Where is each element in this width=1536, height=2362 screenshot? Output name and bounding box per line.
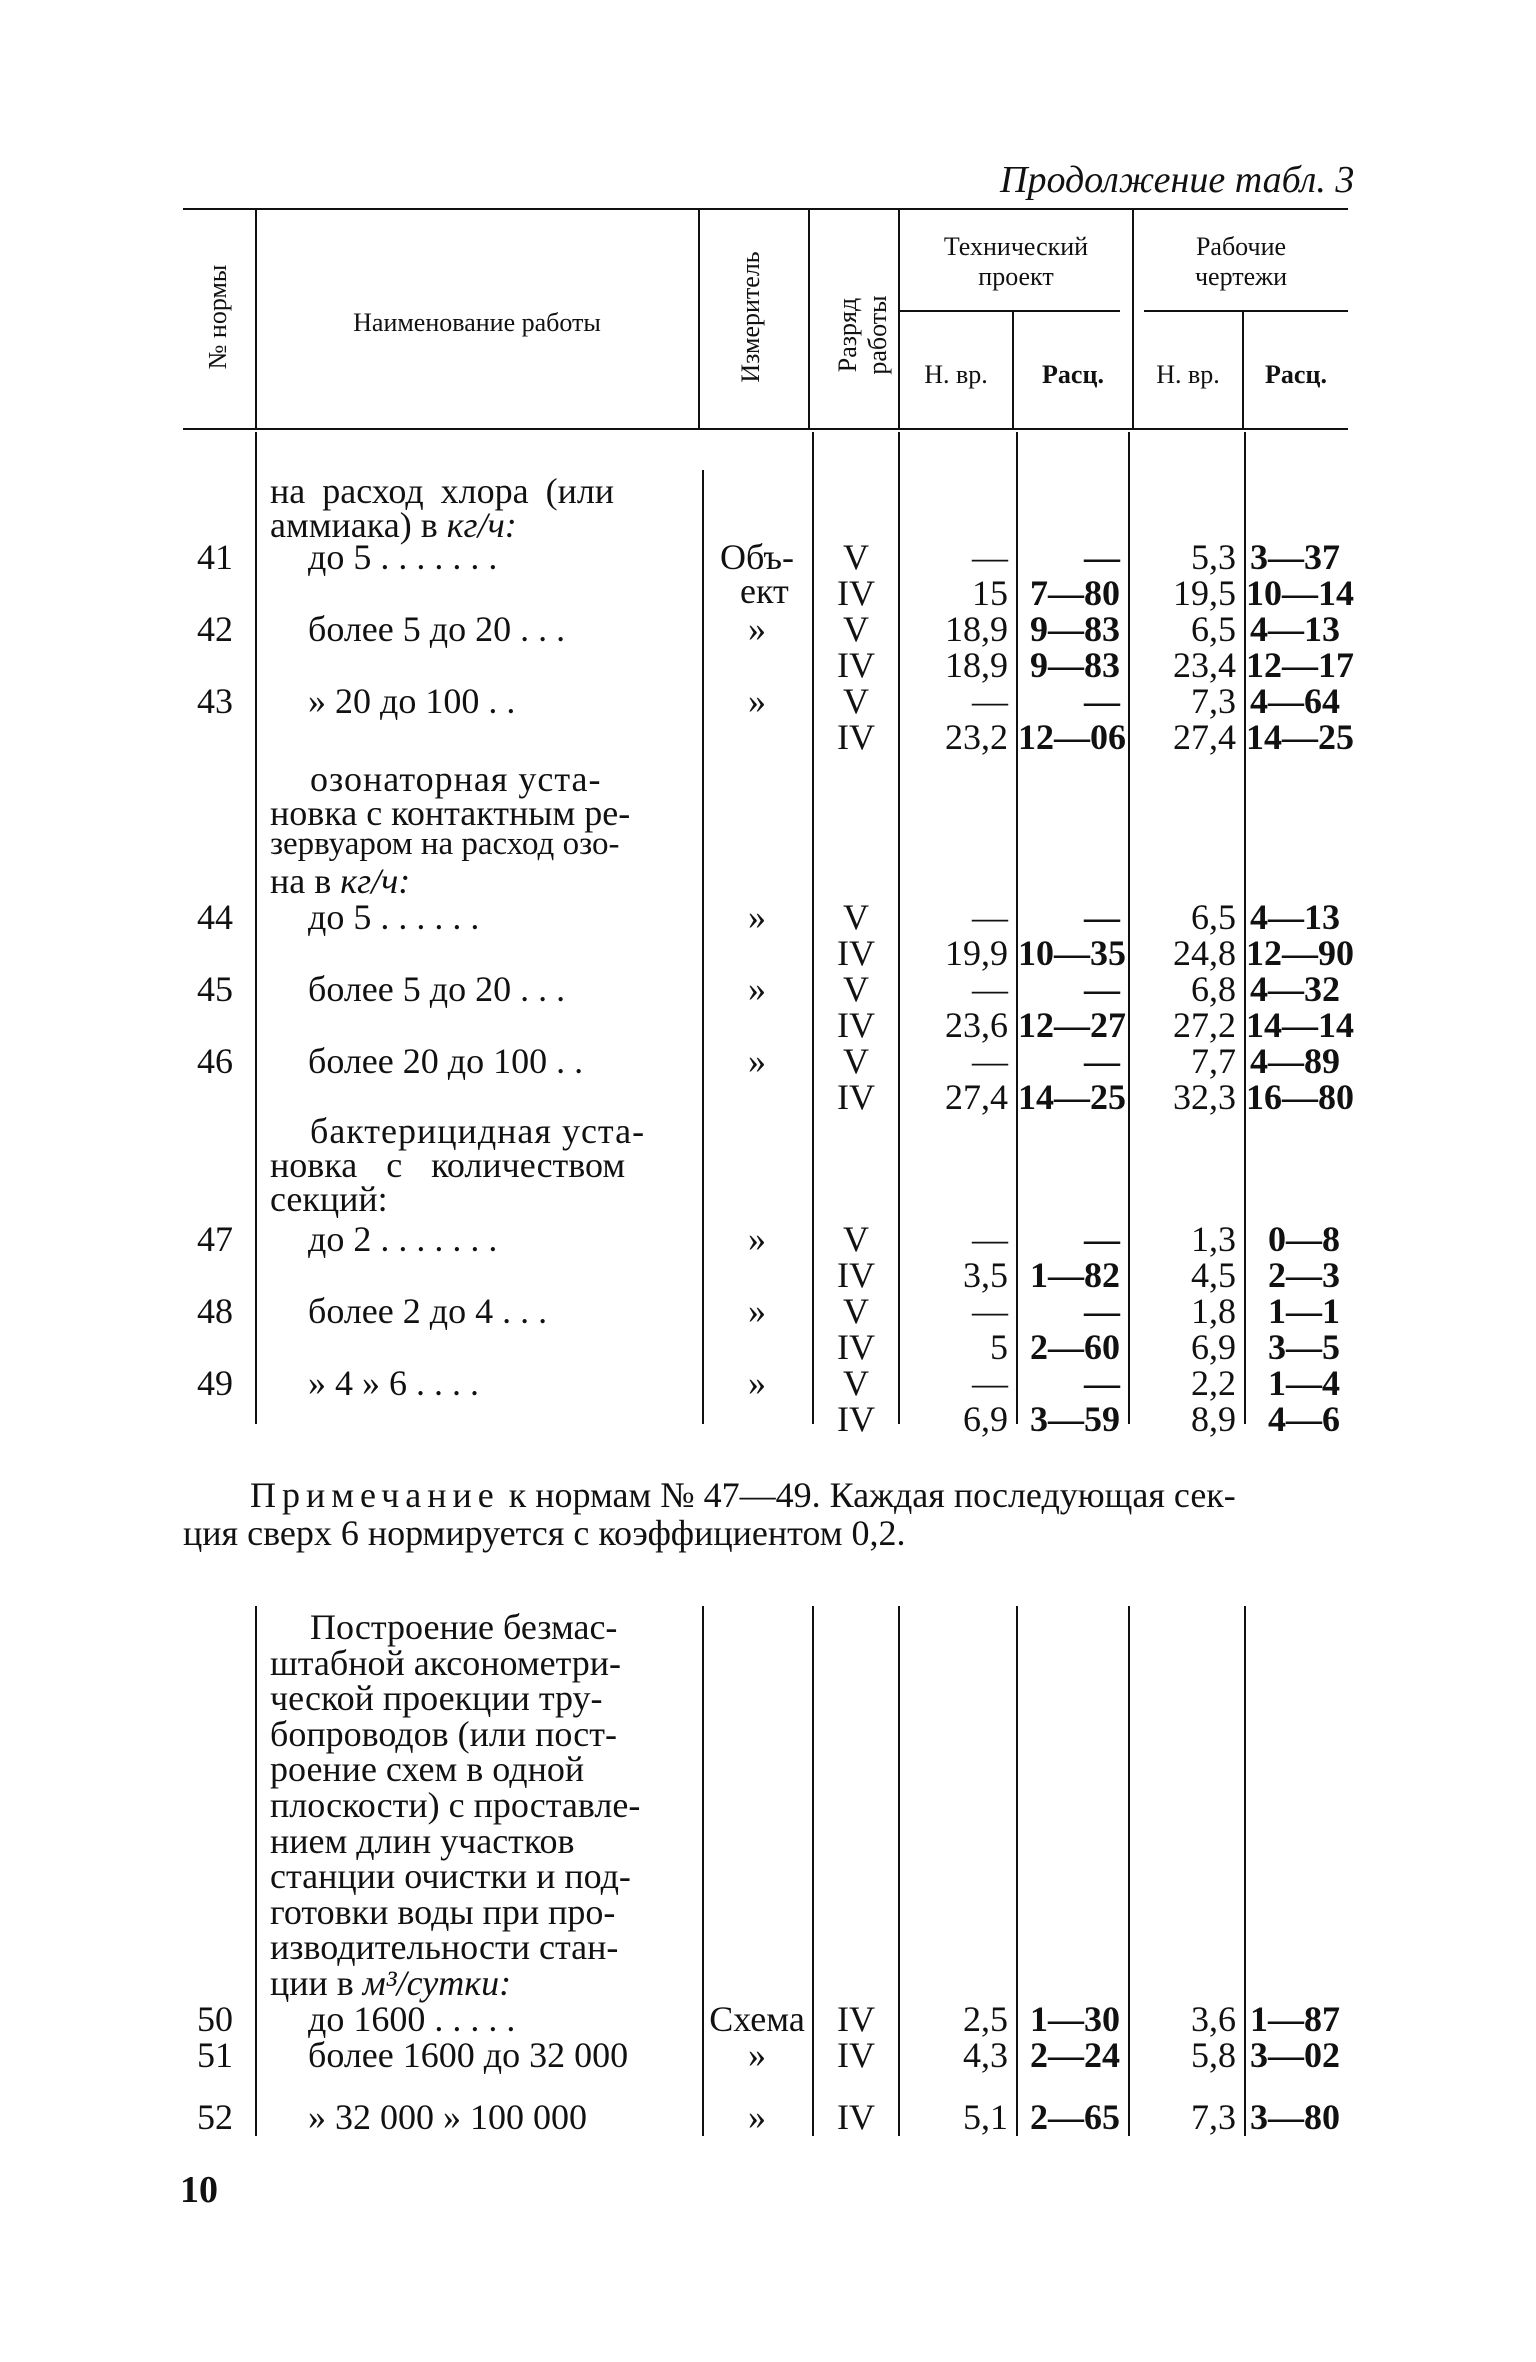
cell-grade: IV xyxy=(837,1327,875,1367)
cell-nvr1: — xyxy=(972,1219,1008,1259)
section-axon-line: Построение безмас- xyxy=(310,1607,618,1647)
cell-rasc1: 1—82 xyxy=(1030,1255,1120,1295)
work-name: » 4 » 6 . . . . xyxy=(308,1363,479,1403)
cell-grade: IV xyxy=(837,645,875,685)
cell-rasc2: 4—32 xyxy=(1250,969,1340,1009)
section-axon-line: изводительности стан- xyxy=(270,1927,619,1968)
cell-value: 3—80 xyxy=(1250,2097,1340,2137)
meter: » xyxy=(748,2035,766,2075)
section-ozone-unit: кг/ч: xyxy=(340,861,411,901)
work-name: более 2 до 4 . . . xyxy=(308,1291,548,1331)
cell-nvr1: 3,5 xyxy=(963,1255,1008,1295)
cell-value: 1—87 xyxy=(1250,1999,1340,2039)
section-chlorine-text: аммиака) в xyxy=(270,505,438,545)
cell-rasc1: 2—60 xyxy=(1030,1327,1120,1367)
section-axon-line: нием длин участков xyxy=(270,1820,575,1861)
cell-nvr2: 8,9 xyxy=(1191,1399,1236,1439)
section-axon-line: штабной аксонометри- xyxy=(270,1642,622,1683)
meter: Схема xyxy=(709,1999,805,2039)
cell-rasc2: 4—6 xyxy=(1268,1399,1340,1439)
meter: » xyxy=(748,1041,766,1081)
cell-rasc1: — xyxy=(1084,897,1120,937)
cell-nvr1: 19,9 xyxy=(945,933,1008,973)
norm-number: 45 xyxy=(197,969,233,1009)
norm-number: 41 xyxy=(197,537,233,577)
meter: » xyxy=(748,897,766,937)
note-line1 xyxy=(250,1474,1236,1516)
norm-number: 44 xyxy=(197,897,233,937)
note-line2: ция сверх 6 нормируется с коэффициентом 0,2. xyxy=(183,1513,906,1553)
section-bact-line1: бактерицидная уста- xyxy=(310,1111,646,1151)
meter: » xyxy=(748,969,766,1009)
cell-rasc2: 3—37 xyxy=(1250,537,1340,577)
norm-number: 43 xyxy=(197,681,233,721)
cell-nvr2: 6,8 xyxy=(1191,969,1236,1009)
cell-rasc2: 3—5 xyxy=(1268,1327,1340,1367)
header-tech-project: Технический проект xyxy=(943,232,1089,291)
header-rasc-drawings: Расц. xyxy=(1265,360,1327,389)
note-text-1: к нормам № 47—49. Каждая последующая сек- xyxy=(508,1475,1236,1515)
cell-nvr1: 15 xyxy=(972,573,1008,613)
section-ozone-line1: озонаторная уста- xyxy=(310,759,602,799)
cell-grade: IV xyxy=(837,2097,875,2137)
section-bact-line2: новка с количеством xyxy=(270,1145,626,1185)
cell-rasc2: 4—89 xyxy=(1250,1041,1340,1081)
cell-nvr1: 5 xyxy=(990,1327,1008,1367)
meter: » xyxy=(748,681,766,721)
cell-rasc1: — xyxy=(1084,681,1120,721)
cell-rasc2: 14—14 xyxy=(1246,1005,1354,1045)
header-col-line xyxy=(698,210,700,428)
header-norm-no: № нормы xyxy=(203,264,232,370)
cell-nvr1: — xyxy=(972,1291,1008,1331)
cell-rasc1: — xyxy=(1084,1219,1120,1259)
header-n-vr-tech: Н. вр. xyxy=(924,360,988,389)
body-col-line xyxy=(702,470,704,1424)
cell-value: 3,6 xyxy=(1191,1999,1236,2039)
cell-rasc1: 3—59 xyxy=(1030,1399,1120,1439)
header-n-vr-drawings: Н. вр. xyxy=(1156,360,1220,389)
section-chlorine-unit: кг/ч: xyxy=(446,505,517,545)
cell-nvr1: — xyxy=(972,1041,1008,1081)
meter: » xyxy=(748,1291,766,1331)
cell-rasc2: 1—4 xyxy=(1268,1363,1340,1403)
cell-rasc1: — xyxy=(1084,1363,1120,1403)
tech-project-rule xyxy=(898,310,1120,312)
work-name: » 20 до 100 . . xyxy=(308,681,516,721)
meter: » xyxy=(748,1363,766,1403)
cell-nvr2: 1,8 xyxy=(1191,1291,1236,1331)
section-axon-unit: м³/сутки: xyxy=(362,1963,512,2003)
cell-grade: IV xyxy=(837,1399,875,1439)
table2-col-line xyxy=(255,1606,257,2136)
cell-nvr1: — xyxy=(972,1363,1008,1403)
section-ozone-line2: новка с контактным ре- xyxy=(270,793,631,833)
meter-obekt-line2: ект xyxy=(740,571,789,611)
work-name: до 5 . . . . . . . xyxy=(308,537,498,577)
body-col-line xyxy=(255,432,257,1424)
cell-rasc1: — xyxy=(1084,1041,1120,1081)
page-number: 10 xyxy=(180,2169,218,2211)
meter: » xyxy=(748,609,766,649)
header-meter: Измеритель xyxy=(736,251,765,383)
cell-rasc1: — xyxy=(1084,537,1120,577)
cell-grade: IV xyxy=(837,1255,875,1295)
section-ozone-line3: зервуаром на расход озо- xyxy=(270,826,620,862)
cell-nvr2: 19,5 xyxy=(1173,573,1236,613)
cell-grade: V xyxy=(843,969,869,1009)
cell-nvr1: — xyxy=(972,537,1008,577)
section-axon-line: станции очистки и под- xyxy=(270,1856,631,1897)
norm-number: 48 xyxy=(197,1291,233,1331)
norm-number: 49 xyxy=(197,1363,233,1403)
work-name: до 2 . . . . . . . xyxy=(308,1219,498,1259)
cell-nvr1: 18,9 xyxy=(945,609,1008,649)
cell-nvr2: 24,8 xyxy=(1173,933,1236,973)
cell-nvr1: — xyxy=(972,681,1008,721)
work-name: более 1600 до 32 000 xyxy=(308,2035,629,2075)
section-axon-line: готовки воды при про- xyxy=(270,1891,616,1932)
cell-rasc1: — xyxy=(1084,1291,1120,1331)
header-work-name: Наименование работы xyxy=(353,308,601,337)
cell-nvr2: 1,3 xyxy=(1191,1219,1236,1259)
cell-grade: IV xyxy=(837,2035,875,2075)
norm-number: 50 xyxy=(197,1999,233,2039)
cell-grade: IV xyxy=(837,1999,875,2039)
cell-value: 2—24 xyxy=(1030,2035,1120,2075)
cell-grade: V xyxy=(843,1291,869,1331)
cell-nvr1: — xyxy=(972,897,1008,937)
meter: » xyxy=(748,1219,766,1259)
cell-nvr1: 23,2 xyxy=(945,717,1008,757)
cell-rasc1: 12—06 xyxy=(1018,717,1126,757)
cell-rasc2: 14—25 xyxy=(1246,717,1354,757)
header-col-line xyxy=(255,210,257,428)
cell-rasc2: 4—13 xyxy=(1250,897,1340,937)
cell-value: 4,3 xyxy=(963,2035,1008,2075)
cell-rasc2: 10—14 xyxy=(1246,573,1354,613)
cell-grade: IV xyxy=(837,573,875,613)
meter-obekt-line1: Объ- xyxy=(720,537,795,577)
section-axon-prefix: ции в xyxy=(270,1963,354,2003)
cell-grade: V xyxy=(843,1219,869,1259)
work-name: до 1600 . . . . . xyxy=(308,1999,516,2039)
cell-nvr1: — xyxy=(972,969,1008,1009)
section-axon-line: роение схем в одной xyxy=(270,1749,585,1790)
table-caption: Продолжение табл. 3 xyxy=(1000,159,1355,201)
cell-rasc1: 12—27 xyxy=(1018,1005,1126,1045)
drawings-rule xyxy=(1144,310,1348,312)
cell-grade: IV xyxy=(837,1077,875,1117)
cell-rasc1: 7—80 xyxy=(1030,573,1120,613)
header-rasc-tech: Расц. xyxy=(1042,360,1104,389)
work-name: » 32 000 » 100 000 xyxy=(308,2097,587,2137)
cell-nvr2: 5,3 xyxy=(1191,537,1236,577)
cell-rasc2: 4—13 xyxy=(1250,609,1340,649)
cell-grade: V xyxy=(843,681,869,721)
norm-number: 52 xyxy=(197,2097,233,2137)
cell-rasc1: 9—83 xyxy=(1030,645,1120,685)
cell-rasc1: — xyxy=(1084,969,1120,1009)
cell-rasc2: 1—1 xyxy=(1268,1291,1340,1331)
cell-rasc1: 9—83 xyxy=(1030,609,1120,649)
cell-nvr1: 6,9 xyxy=(963,1399,1008,1439)
cell-grade: V xyxy=(843,897,869,937)
cell-rasc2: 4—64 xyxy=(1250,681,1340,721)
cell-value: 7,3 xyxy=(1191,2097,1236,2137)
cell-grade: V xyxy=(843,1041,869,1081)
header-bottom-rule xyxy=(183,428,1348,430)
norm-number: 42 xyxy=(197,609,233,649)
cell-value: 5,1 xyxy=(963,2097,1008,2137)
work-name: более 5 до 20 . . . xyxy=(308,609,566,649)
header-col-line xyxy=(808,210,810,428)
cell-nvr2: 27,4 xyxy=(1173,717,1236,757)
cell-rasc2: 2—3 xyxy=(1268,1255,1340,1295)
cell-grade: V xyxy=(843,1363,869,1403)
header-grade: Разряд работы xyxy=(833,295,892,375)
cell-nvr2: 6,9 xyxy=(1191,1327,1236,1367)
cell-nvr2: 6,5 xyxy=(1191,897,1236,937)
cell-rasc2: 16—80 xyxy=(1246,1077,1354,1117)
section-bact-line3: секций: xyxy=(270,1179,388,1219)
norm-number: 47 xyxy=(197,1219,233,1259)
section-axon-line: ческой проекции тру- xyxy=(270,1678,603,1719)
section-chlorine-line1: на расход хлора (или xyxy=(270,471,615,511)
cell-nvr1: 23,6 xyxy=(945,1005,1008,1045)
section-axon-line: бопроводов (или пост- xyxy=(270,1713,617,1754)
section-axon-line: плоскости) с проставле- xyxy=(270,1785,641,1825)
cell-rasc2: 12—90 xyxy=(1246,933,1354,973)
cell-nvr2: 7,3 xyxy=(1191,681,1236,721)
cell-nvr2: 23,4 xyxy=(1173,645,1236,685)
work-name: до 5 . . . . . . xyxy=(308,897,480,937)
work-name: более 5 до 20 . . . xyxy=(308,969,566,1009)
cell-nvr2: 27,2 xyxy=(1173,1005,1236,1045)
meter: » xyxy=(748,2097,766,2137)
note-label: Примечание xyxy=(250,1475,500,1515)
section-ozone-text: на в xyxy=(270,861,332,901)
cell-grade: V xyxy=(843,537,869,577)
cell-grade: V xyxy=(843,609,869,649)
norm-number: 51 xyxy=(197,2035,233,2075)
cell-nvr2: 7,7 xyxy=(1191,1041,1236,1081)
cell-rasc1: 14—25 xyxy=(1018,1077,1126,1117)
cell-nvr2: 32,3 xyxy=(1173,1077,1236,1117)
cell-nvr2: 6,5 xyxy=(1191,609,1236,649)
cell-value: 5,8 xyxy=(1191,2035,1236,2075)
header-working-drawings: Рабочие чертежи xyxy=(1194,232,1288,291)
cell-nvr1: 27,4 xyxy=(945,1077,1008,1117)
norm-number: 46 xyxy=(197,1041,233,1081)
cell-rasc1: 10—35 xyxy=(1018,933,1126,973)
cell-rasc2: 0—8 xyxy=(1268,1219,1340,1259)
header-top-rule xyxy=(183,208,1348,210)
cell-nvr2: 4,5 xyxy=(1191,1255,1236,1295)
work-name: более 20 до 100 . . xyxy=(308,1041,584,1081)
cell-value: 3—02 xyxy=(1250,2035,1340,2075)
cell-grade: IV xyxy=(837,933,875,973)
cell-value: 2—65 xyxy=(1030,2097,1120,2137)
cell-value: 2,5 xyxy=(963,1999,1008,2039)
cell-nvr1: 18,9 xyxy=(945,645,1008,685)
cell-rasc2: 12—17 xyxy=(1246,645,1354,685)
cell-grade: IV xyxy=(837,717,875,757)
cell-value: 1—30 xyxy=(1030,1999,1120,2039)
cell-grade: IV xyxy=(837,1005,875,1045)
cell-nvr2: 2,2 xyxy=(1191,1363,1236,1403)
